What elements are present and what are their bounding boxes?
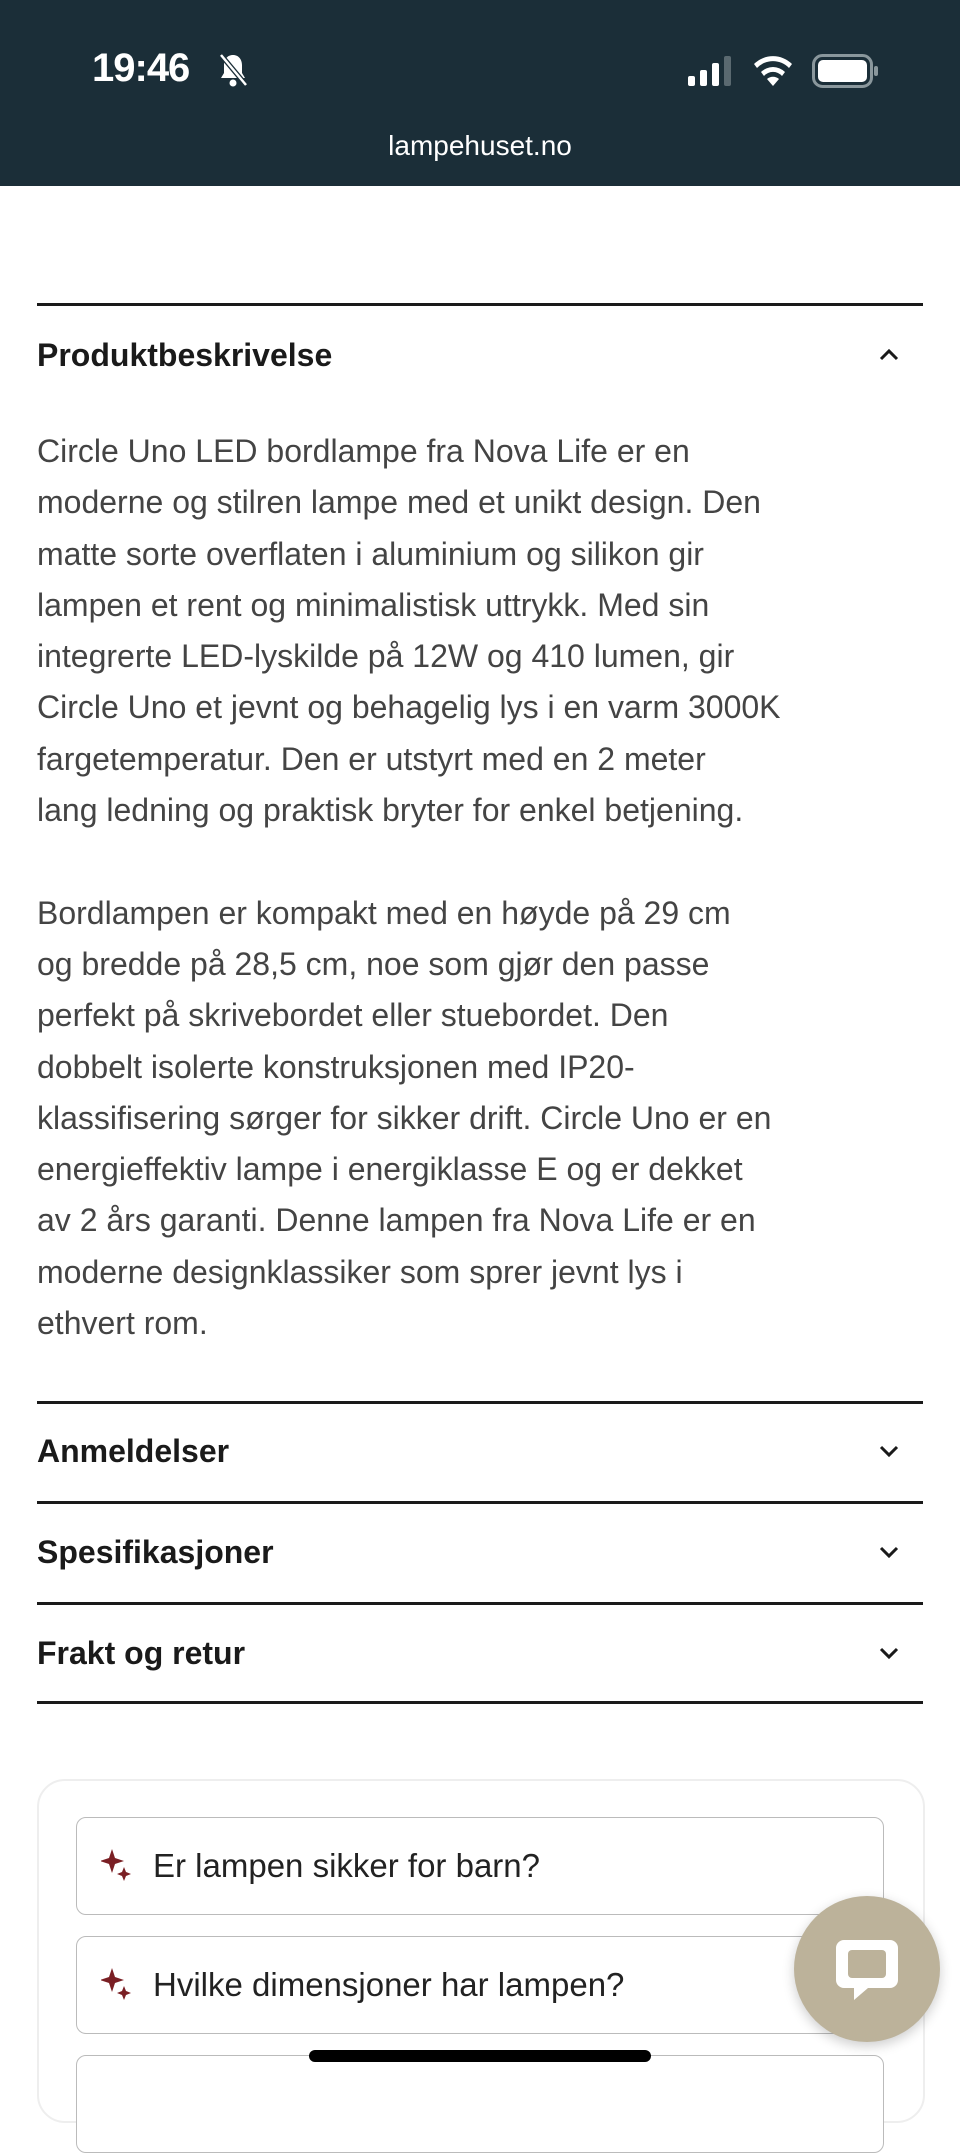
divider xyxy=(37,303,923,306)
suggested-question-button[interactable] xyxy=(76,1817,884,1915)
accordion-frakt-og-retur[interactable] xyxy=(37,1623,923,1683)
divider xyxy=(37,1401,923,1404)
text-line: lang ledning og praktisk bryter for enkel betjening. xyxy=(37,792,744,829)
divider xyxy=(37,1701,923,1704)
suggested-question-button[interactable] xyxy=(76,1936,884,2034)
sparkle-icon xyxy=(101,1849,131,1883)
accordion-title: Produktbeskrivelse xyxy=(37,336,333,373)
text-line: klassifisering sørger for sikker drift. Circle Uno er en xyxy=(37,1099,772,1136)
text-line: perfekt på skrivebordet eller stuebordet. Den xyxy=(37,997,669,1034)
suggested-question-button[interactable] xyxy=(76,2055,884,2153)
home-indicator[interactable] xyxy=(309,2050,651,2062)
chevron-down-icon xyxy=(875,1437,903,1465)
text-line: ethvert rom. xyxy=(37,1305,208,1342)
text-line: moderne og stilren lampe med et unikt design. Den xyxy=(37,484,761,521)
divider xyxy=(37,1501,923,1504)
signal-icon xyxy=(688,56,736,86)
chevron-down-icon xyxy=(875,1538,903,1566)
text-line: Circle Uno LED bordlampe fra Nova Life er en xyxy=(37,433,690,469)
status-bar xyxy=(0,0,960,186)
text-line: energieffektiv lampe i energiklasse E og er dekket xyxy=(37,1151,743,1188)
description-paragraph-2 xyxy=(37,888,937,1350)
question-text: Er lampen sikker for barn? xyxy=(153,1847,540,1884)
question-text: Hvilke dimensjoner har lampen? xyxy=(153,1966,625,2003)
text-line: matte sorte overflaten i aluminium og silikon gir xyxy=(37,535,704,572)
accordion-produktbeskrivelse[interactable] xyxy=(37,325,923,385)
wifi-icon xyxy=(752,52,794,86)
status-time: 19:46 xyxy=(92,46,190,90)
text-line: Bordlampen er kompakt med en høyde på 29 cm xyxy=(37,894,731,931)
text-line: lampen et rent og minimalistisk uttrykk. Med sin xyxy=(37,586,710,623)
product-description xyxy=(37,426,937,1349)
address-bar-url[interactable]: lampehuset.no xyxy=(388,130,572,161)
accordion-spesifikasjoner[interactable] xyxy=(37,1522,923,1582)
chevron-up-icon xyxy=(875,341,903,369)
sparkle-icon xyxy=(101,1968,131,2002)
chat-button[interactable] xyxy=(794,1896,940,2042)
battery-icon xyxy=(812,54,880,88)
chevron-down-icon xyxy=(875,1639,903,1667)
accordion-title: Anmeldelser xyxy=(37,1432,230,1469)
chat-bubble-icon xyxy=(832,1934,902,2004)
accordion-title: Spesifikasjoner xyxy=(37,1533,274,1570)
accordion-anmeldelser[interactable] xyxy=(37,1421,923,1481)
text-line: av 2 års garanti. Denne lampen fra Nova Life er en xyxy=(37,1202,756,1239)
text-line: moderne designklassiker som sprer jevnt lys i xyxy=(37,1253,683,1290)
text-line: fargetemperatur. Den er utstyrt med en 2 meter xyxy=(37,740,706,777)
text-line: dobbelt isolerte konstruksjonen med IP20- xyxy=(37,1048,635,1085)
silent-bell-icon xyxy=(218,52,248,88)
description-paragraph-1 xyxy=(37,426,937,836)
text-line: integrerte LED-lyskilde på 12W og 410 lumen, gir xyxy=(37,638,735,675)
divider xyxy=(37,1602,923,1605)
text-line: Circle Uno et jevnt og behagelig lys i en varm 3000K xyxy=(37,689,781,726)
text-line: og bredde på 28,5 cm, noe som gjør den passe xyxy=(37,945,710,982)
accordion-title: Frakt og retur xyxy=(37,1634,246,1671)
